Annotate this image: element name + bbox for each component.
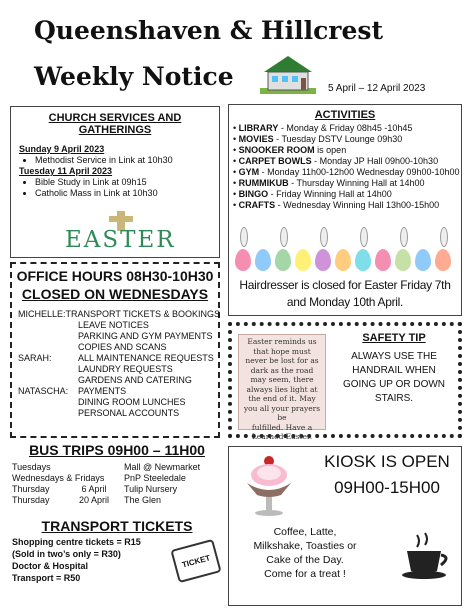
activity-item: • MOVIES - Tuesday DSTV Lounge 09h30 [233,134,403,144]
hairdresser-line1: Hairdresser is closed for Easter Friday 7th [239,278,451,292]
quote-line: fulfilled. Have a [251,422,313,432]
bus-trips-panel [12,442,222,506]
activity-detail: - Tuesday DSTV Lounge 09h30 [273,134,403,144]
bus-place: Mall @ Newmarket [124,462,201,472]
activity-item: • GYM - Monday 11h00-12h00 Wednesday 09h00-10h00 [233,167,460,177]
staff-name [18,364,78,375]
church-services-panel [10,106,220,258]
bunny-ear-icon [440,227,448,247]
bus-date: 20 April [78,495,110,505]
quote-line: that hope must [253,346,311,356]
safety-tip [334,332,454,406]
staff-task: PARKING AND GYM PAYMENTS [78,331,213,341]
quote-line: always lies light at [246,384,318,394]
bus-date: 6 April [81,484,107,494]
staff-task: TRANSPORT TICKETS & BOOKINGS [65,309,221,319]
activity-name: LIBRARY [238,123,279,133]
kiosk-heading-line1: KIOSK IS OPEN [324,452,450,471]
bus-row [12,484,222,495]
staff-task: DINING ROOM LUNCHES [78,397,186,407]
bunny-ear-icon [240,227,248,247]
activity-item: • CARPET BOWLS - Monday JP Hall 09h00-10h30 [233,156,439,166]
kiosk-line: Coffee, Latte, [273,526,337,538]
staff-task: LAUNDRY REQUESTS [78,364,173,374]
activity-name: CARPET BOWLS [238,156,312,166]
easter-egg-icon [415,249,431,271]
bus-day: Thursday [12,495,50,505]
safety-line: GOING UP OR DOWN [342,379,446,390]
staff-name: MICHELLE: [18,309,66,319]
staff-task: PERSONAL ACCOUNTS [78,408,180,418]
activity-detail: - Friday Winning Hall at 14h00 [268,189,392,199]
bus-day: Wednesdays & Fridays [12,473,105,483]
quote-line: never be lost for as [245,356,319,365]
kiosk-panel [228,446,462,606]
easter-egg-icon [395,249,411,271]
office-row [18,375,218,386]
safety-line: ALWAYS USE THE [351,351,437,362]
house-icon [258,52,318,96]
list-item: • Methodist Service in Link at 10h30 [35,155,219,166]
staff-task: GARDENS AND CATERING [78,375,192,385]
staff-task: LEAVE NOTICES [78,320,149,330]
activity-detail: - Monday & Friday 08h45 -10h45 [278,123,413,133]
activity-item: • SNOOKER ROOM is open [233,145,347,155]
office-row [18,386,218,397]
activity-item: • LIBRARY - Monday & Friday 08h45 -10h45 [233,123,413,133]
activity-item: • BINGO - Friday Winning Hall at 14h00 [233,189,392,199]
office-row [18,397,218,408]
office-row [18,320,218,331]
bus-day: Thursday [12,484,50,494]
ticket-text: TICKET [180,552,212,570]
bus-place: The Glen [124,495,162,505]
transport-line: Doctor & Hospital [12,561,89,571]
date-range: 5 April – 12 April 2023 [328,83,426,94]
staff-name [18,342,78,353]
office-row [18,353,218,364]
easter-word: EASTER [65,227,176,253]
transport-panel [12,518,222,584]
transport-heading: TRANSPORT TICKETS [41,518,193,534]
bus-place: PnP Steeledale [124,473,186,483]
staff-task: ALL MAINTENANCE REQUESTS [78,353,214,363]
bus-date [64,473,124,484]
activity-item: • RUMMIKUB - Thursday Winning Hall at 14h00 [233,178,425,188]
staff-name [18,375,78,386]
activity-detail: - Monday 11h00-12h00 Wednesday 09h00-10h00 [259,167,460,177]
bus-date [64,462,124,473]
bus-day: Tuesdays [12,462,51,472]
easter-egg-icon [295,249,311,271]
bus-row [12,473,222,484]
quote-line: Learned Easter. [251,432,313,441]
ice-cream-sundae-icon [235,453,303,523]
transport-line: Shopping centre tickets = R15 [12,537,141,547]
safety-line: HANDRAIL WHEN [352,365,436,376]
transport-line: Transport = R50 [12,573,81,583]
hairdresser-notice [233,277,457,311]
office-staff-list [12,309,221,419]
kiosk-heading-line2: 09H00-15H00 [334,478,440,497]
easter-egg-icon [235,249,251,271]
staff-name [18,320,78,331]
activity-name: BINGO [238,189,269,199]
list-item: • Bible Study in Link at 09h15 [35,177,219,188]
kiosk-line: Come for a treat ! [264,568,346,580]
kiosk-menu [245,525,365,581]
church-heading: CHURCH SERVICES AND GATHERINGS [48,112,182,136]
page-title: Queenshaven & Hillcrest [34,16,384,45]
activity-name: SNOOKER ROOM [238,145,315,155]
bunny-ear-icon [280,227,288,247]
list-item: • Catholic Mass in Link at 10h30 [35,188,219,199]
easter-quote [238,334,326,441]
activity-detail: - Wednesday Winning Hall 13h00-15h00 [275,200,440,210]
kiosk-line: Milkshake, Toasties or [253,540,357,552]
kiosk-heading [313,449,461,501]
kiosk-line: Cake of the Day. [266,554,344,566]
safety-line: STAIRS. [374,393,414,404]
quote-line: dark as the road [250,365,314,375]
safety-heading: SAFETY TIP [362,332,426,344]
staff-name: NATASCHA: [18,386,69,396]
page-subtitle: Weekly Notice [34,62,234,91]
office-row [18,342,218,353]
office-closed-heading: CLOSED ON WEDNESDAYS [21,286,209,302]
office-row [18,331,218,342]
church-day1: Sunday 9 April 2023 [19,144,105,154]
activity-name: MOVIES [238,134,274,144]
staff-name [18,397,78,408]
activities-panel [228,104,462,316]
bus-heading: BUS TRIPS 09H00 – 11H00 [29,442,205,458]
activity-name: GYM [238,167,260,177]
easter-eggs-bunnies-icon [233,227,457,271]
transport-line: (Sold in two’s only = R30) [12,549,121,559]
quote-line: the end of it. May [248,394,316,403]
bus-schedule [12,462,222,506]
staff-task: COPIES AND SCANS [78,342,167,352]
staff-name [18,331,78,342]
easter-egg-icon [255,249,271,271]
staff-name [18,408,78,419]
bus-row [12,495,222,506]
activity-item: • CRAFTS - Wednesday Winning Hall 13h00-15h00 [233,200,440,210]
quote-line: you all your prayers be [243,403,321,422]
office-hours-heading: OFFICE HOURS 08H30-10H30 [16,268,214,284]
activity-detail: is open [314,145,347,155]
easter-egg-icon [375,249,391,271]
bus-place: Tulip Nursery [124,484,178,494]
activity-detail: - Monday JP Hall 09h00-10h30 [311,156,439,166]
bunny-ear-icon [360,227,368,247]
staff-name: SARAH: [18,353,52,363]
easter-egg-icon [315,249,331,271]
quote-line: may seem, there [250,375,314,384]
bunny-ear-icon [400,227,408,247]
hairdresser-line2: and Monday 10th April. [286,295,404,309]
office-hours-panel [10,262,220,438]
easter-egg-icon [335,249,351,271]
easter-egg-icon [435,249,451,271]
easter-egg-icon [355,249,371,271]
quote-safety-panel [228,322,462,441]
church-day2: Tuesday 11 April 2023 [19,166,113,176]
activities-heading: ACTIVITIES [314,109,376,121]
bus-row [12,462,222,473]
office-row [18,364,218,375]
activities-list [229,121,461,211]
bunny-ear-icon [320,227,328,247]
activity-name: RUMMIKUB [238,178,289,188]
staff-task: PAYMENTS [78,386,127,396]
activity-name: CRAFTS [238,200,276,210]
activity-detail: - Thursday Winning Hall at 14h00 [288,178,425,188]
easter-egg-icon [275,249,291,271]
quote-line: Easter reminds us [247,337,317,346]
office-row [18,408,218,419]
coffee-cup-icon [399,531,455,581]
office-row [18,309,221,320]
